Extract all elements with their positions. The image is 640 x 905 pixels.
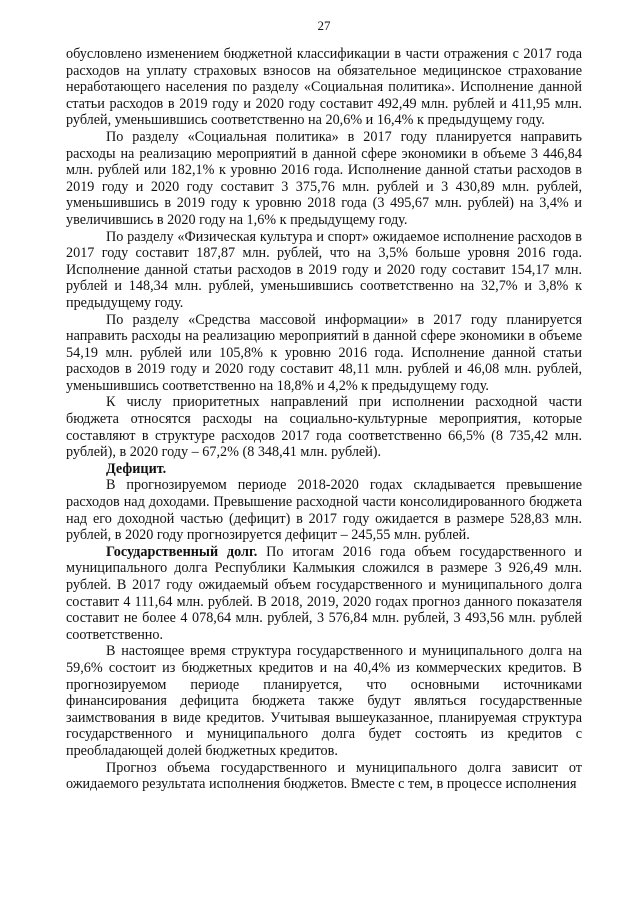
deficit-heading: Дефицит. bbox=[106, 460, 167, 477]
paragraph-state-debt bbox=[66, 544, 582, 644]
paragraph-physical-culture: По разделу «Физическая культура и спорт» ожидаемое исполнение расходов в 2017 году составит 187,87 млн. рублей, что на 3,5% больше уровня 2016 года. Исполнение данной статьи расходов в 2019 году и 2020 году составит 154,17 млн. рублей и 148,34 млн. рублей, уменьшившись соответственно на 32,7% и 3,8% к предыдущему году. bbox=[66, 228, 582, 311]
paragraph-social-policy-continuation: обусловлено изменением бюджетной классификации в части отражения с 2017 года расходов на уплату страховых взносов на обязательное медицинское страхование неработающего населения по разделу «Социальная политика». Исполнение данной статьи расходов в 2019 году и 2020 году составит 492,49 млн. рублей и 411,95 млн. рублей, уменьшившись соответственно на 20,6% и 16,4% к предыдущему году. bbox=[66, 46, 582, 129]
paragraph-debt-forecast: Прогноз объема государственного и муниципального долга зависит от ожидаемого результата исполнения бюджетов. Вместе с тем, в процессе исполнения bbox=[66, 759, 582, 793]
page-number: 27 bbox=[317, 18, 331, 33]
paragraph-priority-directions: К числу приоритетных направлений при исполнении расходной части бюджета относятся расходы на социально-культурные мероприятия, которые составляют в структуре расходов 2017 года соответственно 66,5% (8 735,42 млн. рублей), в 2020 году – 67,2% (8 348,41 млн. рублей). bbox=[66, 394, 582, 461]
paragraph-deficit: В прогнозируемом периоде 2018-2020 годах складывается превышение расходов над доходами. Превышение расходной части консолидированного бюджета над его доходной частью (дефицит) в 2017 году ожидается в размере 528,83 млн. рублей, в 2020 году прогнозируется дефицит – 245,55 млн. рублей. bbox=[66, 477, 582, 544]
paragraph-debt-structure: В настоящее время структура государственного и муниципального долга на 59,6% состоит из бюджетных кредитов и на 40,4% из коммерческих кредитов. В прогнозируемом периоде планируется, что основными источниками финансирования дефицита бюджета также будут являться государственные заимствования в виде кредитов. Учитывая вышеуказанное, планируемая структура государственного и муниципального долга будет состоять из кредитов с преобладающей долей бюджетных кредитов. bbox=[66, 643, 582, 759]
paragraph-social-policy: По разделу «Социальная политика» в 2017 году планируется направить расходы на реализацию мероприятий в данной сфере экономики в объеме 3 446,84 млн. рублей или 182,1% к уровню 2016 года. Исполнение данной статьи расходов в 2019 году и 2020 году составит 3 375,76 млн. рублей и 3 430,89 млн. рублей, уменьшившись в 2019 году к уровню 2018 года (3 495,67 млн. рублей) на 3,4% и увеличившись в 2020 году на 1,6% к предыдущему году. bbox=[66, 128, 582, 228]
state-debt-lead: Государственный долг. bbox=[106, 543, 258, 560]
state-debt-text: По итогам 2016 года объем государственного и муниципального долга Республики Калмыкия сложился в размере 3 926,49 млн. рублей. В 2017 году ожидаемый объем государственного и муниципального долга составит 4 111,64 млн. рублей. В 2018, 2019, 2020 годах прогноз данного показателя составит не более 4 078,64 млн. рублей, 3 576,84 млн. рублей, 3 493,56 млн. рублей соответственно. bbox=[66, 543, 582, 643]
paragraph-mass-media: По разделу «Средства массовой информации» в 2017 году планируется направить расходы на реализацию мероприятий в данной сфере экономики в объеме 54,19 млн. рублей или 105,8% к уровню 2016 года. Исполнение данной статьи расходов в 2019 году и 2020 году составит 48,11 млн. рублей и 46,08 млн. рублей, уменьшившись соответственно на 18,8% и 4,2% к предыдущему году. bbox=[66, 311, 582, 394]
